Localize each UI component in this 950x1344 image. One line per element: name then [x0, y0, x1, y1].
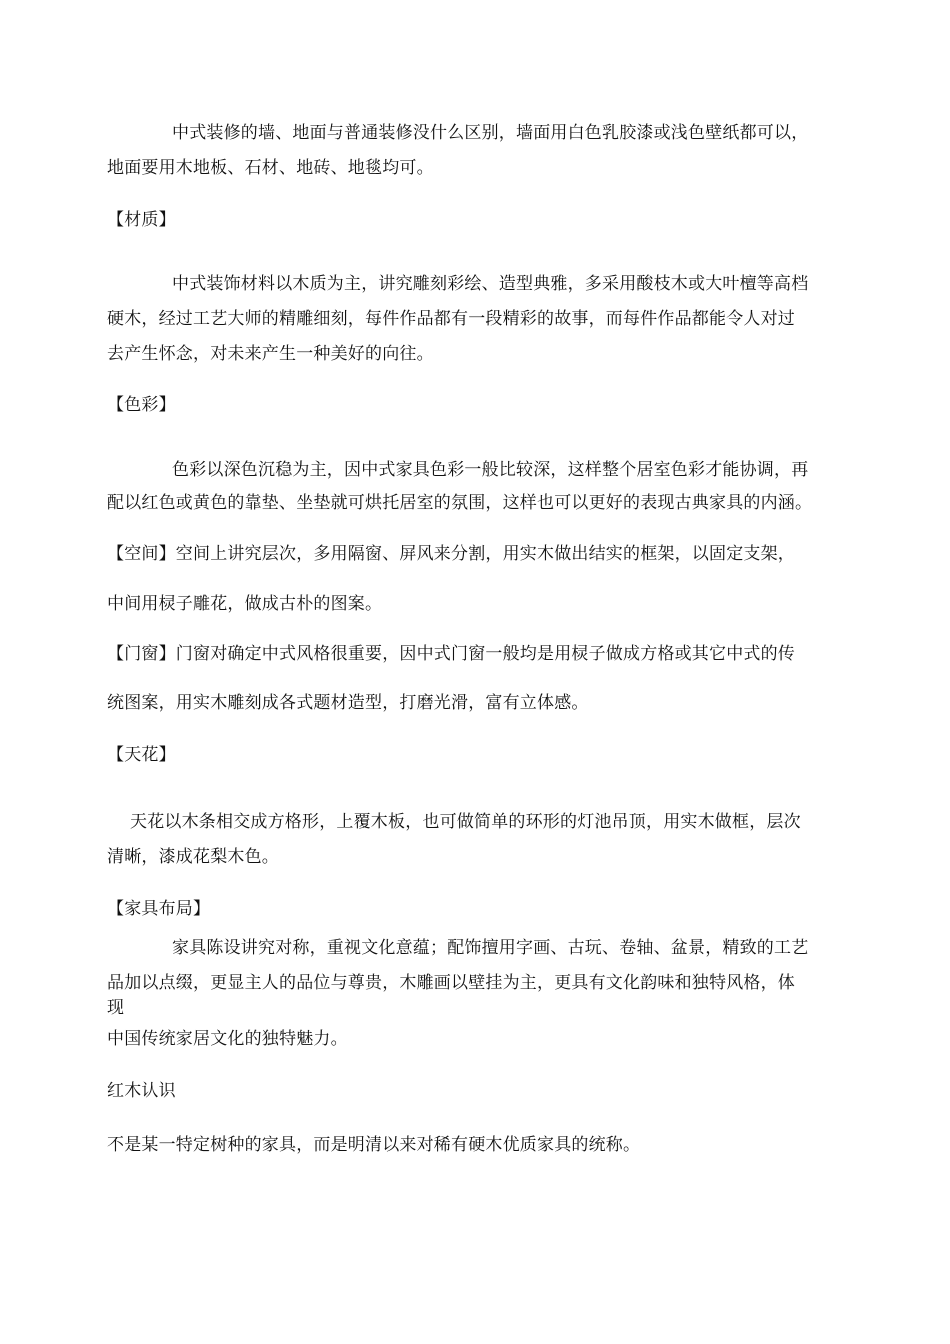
paragraph-furniture-line-4: 中国传统家居文化的独特魅力。 — [107, 1029, 348, 1049]
heading-color: 【色彩】 — [107, 395, 176, 415]
paragraph-space-line-2: 中间用棂子雕花，做成古朴的图案。 — [107, 594, 383, 614]
heading-rosewood: 红木认识 — [107, 1081, 176, 1101]
paragraph-space-line-1: 【空间】空间上讲究层次，多用隔窗、屏风来分割，用实木做出结实的框架，以固定支架， — [107, 544, 795, 564]
paragraph-ceiling-line-1: 天花以木条相交成方格形，上覆木板，也可做简单的环形的灯池吊顶，用实木做框，层次 — [130, 812, 801, 832]
paragraph-material-line-1: 中式装饰材料以木质为主，讲究雕刻彩绘、造型典雅，多采用酸枝木或大叶檀等高档 — [172, 274, 809, 294]
paragraph-ceiling-line-2: 清晰，漆成花梨木色。 — [107, 847, 279, 867]
paragraph-walls-line-1: 中式装修的墙、地面与普通装修没什么区别，墙面用白色乳胶漆或浅色壁纸都可以， — [172, 123, 809, 143]
heading-furniture-layout: 【家具布局】 — [107, 899, 211, 919]
paragraph-windows-line-2: 统图案，用实木雕刻成各式题材造型，打磨光滑，富有立体感。 — [107, 693, 589, 713]
heading-ceiling: 【天花】 — [107, 745, 176, 765]
paragraph-color-line-1: 色彩以深色沉稳为主，因中式家具色彩一般比较深，这样整个居室色彩才能协调，再 — [172, 460, 809, 480]
paragraph-furniture-line-2: 品加以点缀，更显主人的品位与尊贵，木雕画以壁挂为主，更具有文化韵味和独特风格，体 — [107, 973, 795, 993]
paragraph-material-line-2: 硬木，经过工艺大师的精雕细刻，每件作品都有一段精彩的故事，而每件作品都能令人对过 — [107, 309, 795, 329]
heading-material: 【材质】 — [107, 210, 176, 230]
paragraph-furniture-line-1: 家具陈设讲究对称，重视文化意蕴；配饰擅用字画、古玩、卷轴、盆景，精致的工艺 — [172, 938, 809, 958]
paragraph-color-line-2: 配以红色或黄色的靠垫、坐垫就可烘托居室的氛围，这样也可以更好的表现古典家具的内涵。 — [107, 493, 813, 513]
paragraph-material-line-3: 去产生怀念，对未来产生一种美好的向往。 — [107, 344, 434, 364]
paragraph-rosewood-line-1: 不是某一特定树种的家具，而是明清以来对稀有硬木优质家具的统称。 — [107, 1135, 641, 1155]
paragraph-windows-line-1: 【门窗】门窗对确定中式风格很重要，因中式门窗一般均是用棂子做成方格或其它中式的传 — [107, 644, 795, 664]
paragraph-walls-line-2: 地面要用木地板、石材、地砖、地毯均可。 — [107, 158, 434, 178]
paragraph-furniture-line-3: 现 — [107, 998, 125, 1018]
